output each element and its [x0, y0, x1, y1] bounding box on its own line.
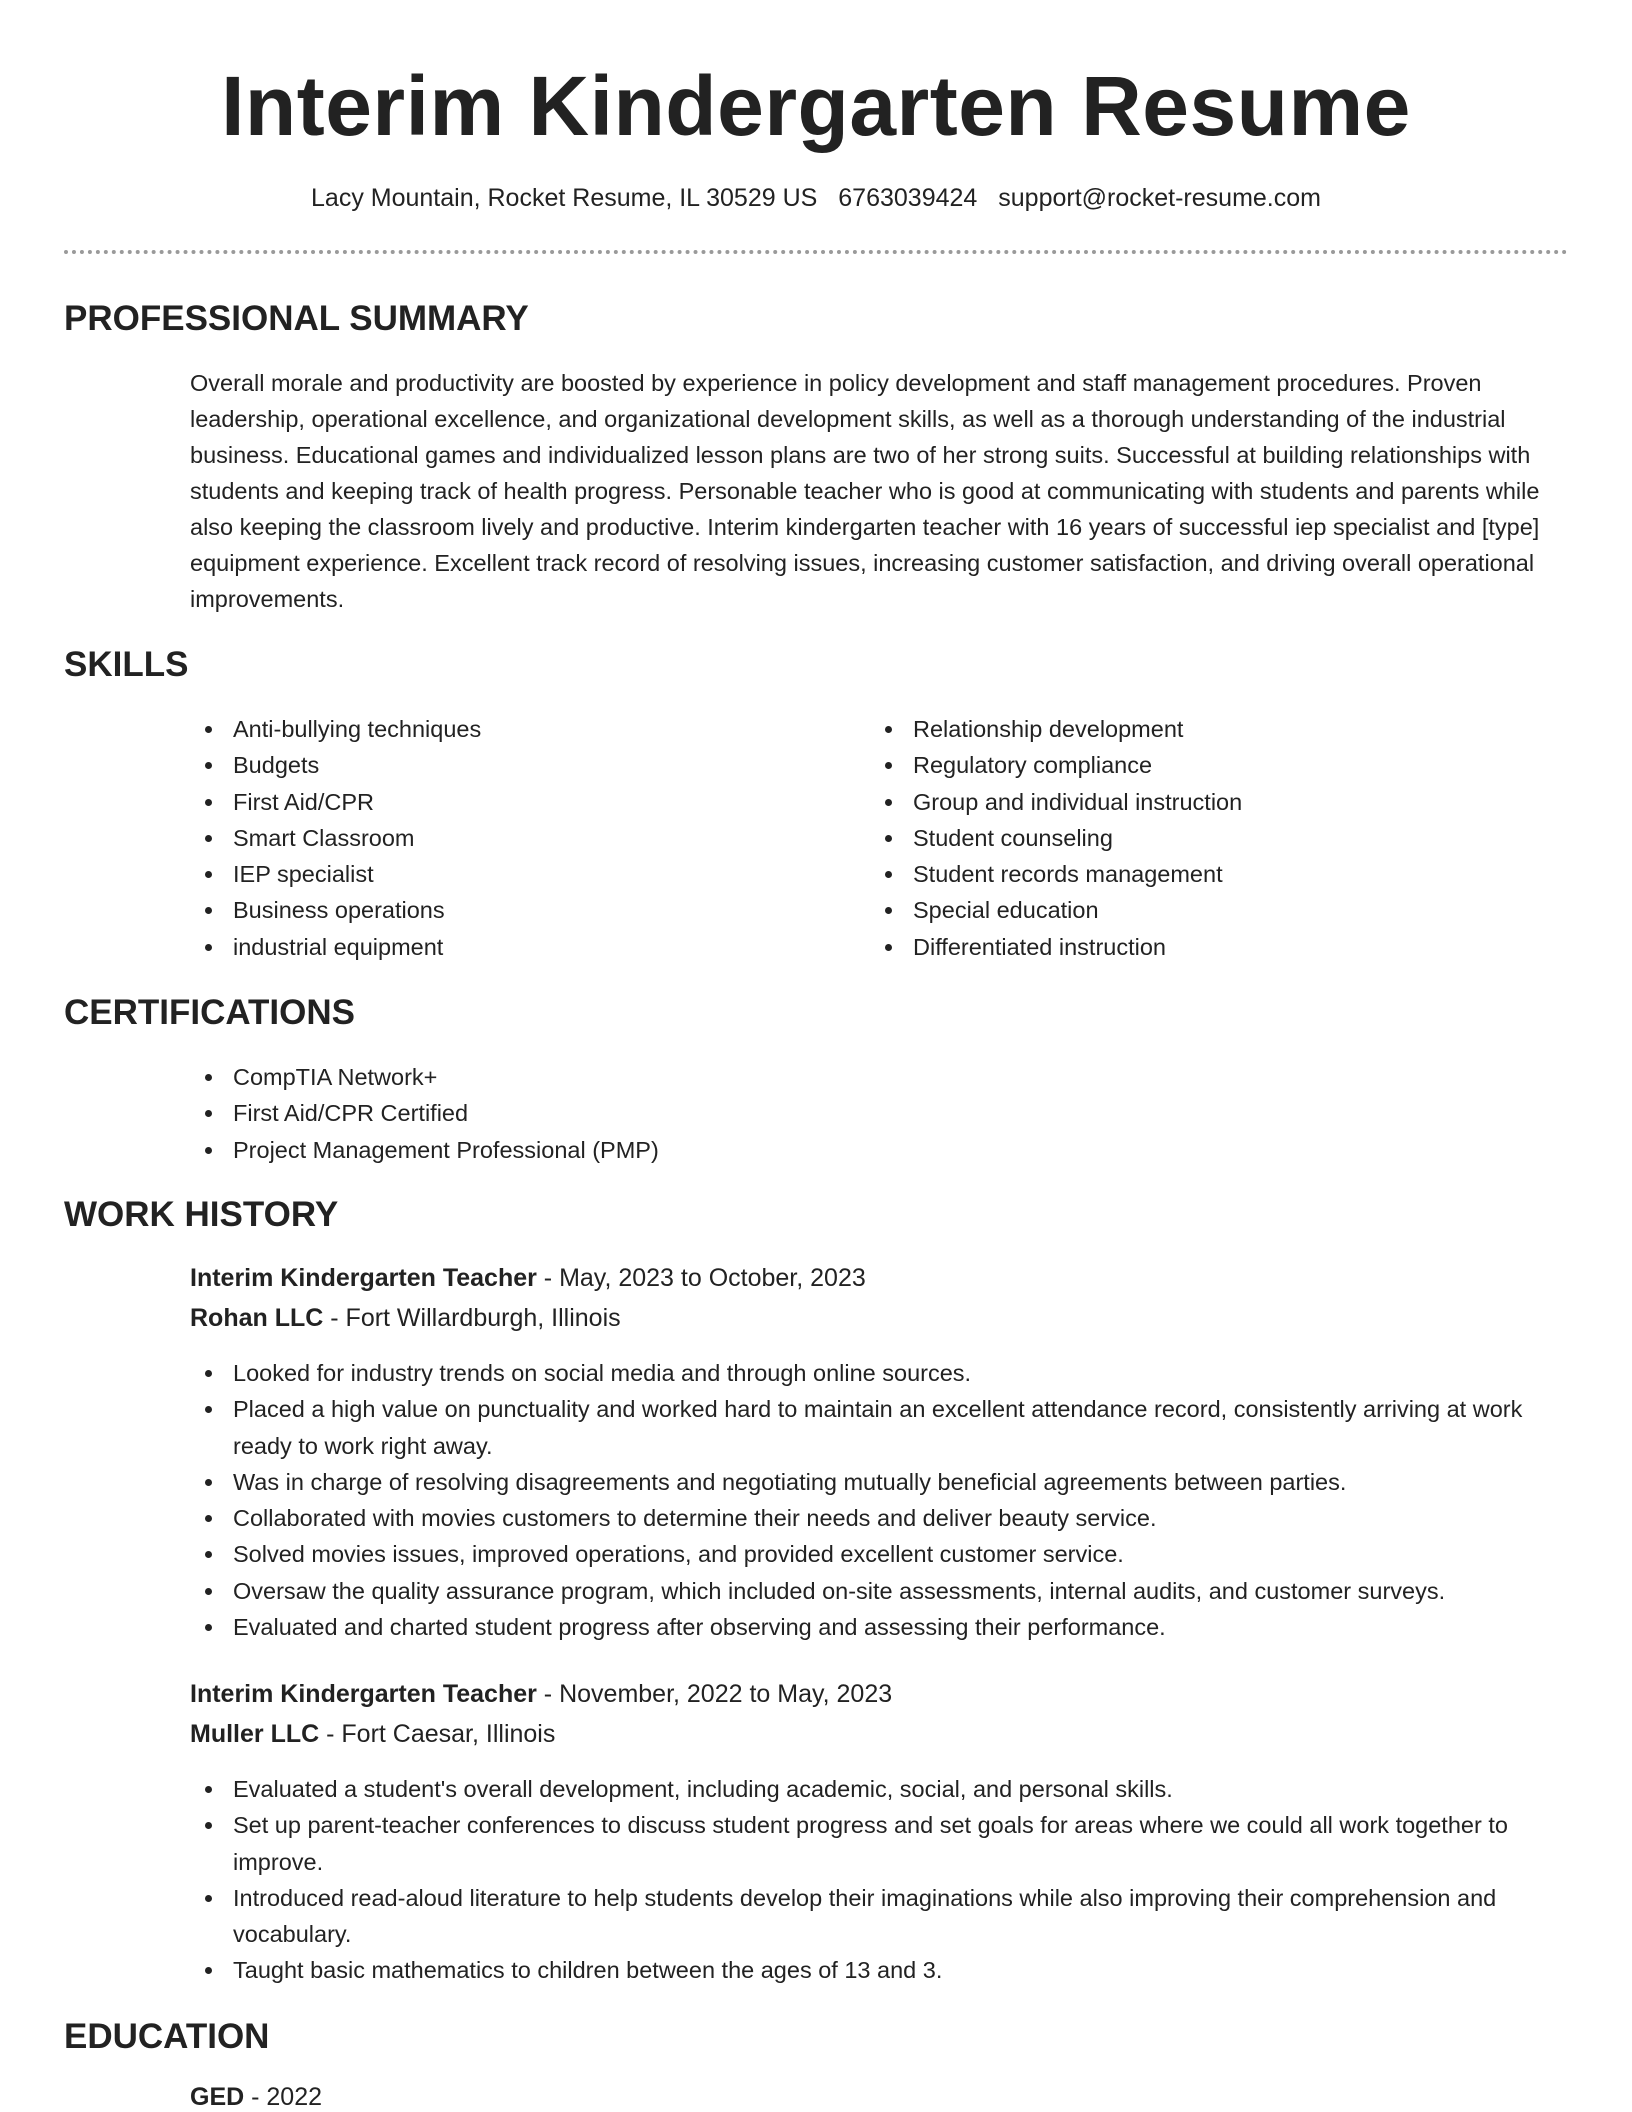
job-dates: - November, 2022 to May, 2023 — [536, 1680, 893, 1708]
header-divider — [64, 250, 1568, 254]
list-item: Was in charge of resolving disagreements and negotiating mutually beneficial agreements between parties. — [190, 1464, 1570, 1500]
list-item: Group and individual instruction — [870, 784, 1550, 820]
list-item: Business operations — [190, 892, 830, 928]
skills-list-left — [190, 711, 830, 965]
list-item: Oversaw the quality assurance program, which included on-site assessments, internal audits, and customer surveys. — [190, 1573, 1570, 1609]
list-item: CompTIA Network+ — [190, 1059, 1560, 1095]
list-item: Looked for industry trends on social media and through online sources. — [190, 1355, 1570, 1391]
skills-heading: SKILLS — [64, 645, 189, 684]
list-item: Relationship development — [870, 711, 1550, 747]
summary-heading: PROFESSIONAL SUMMARY — [64, 299, 529, 338]
list-item: Differentiated instruction — [870, 929, 1550, 965]
list-item: Student records management — [870, 856, 1550, 892]
job-title-line — [190, 1680, 892, 1709]
resume-title: Interim Kindergarten Resume — [221, 59, 1411, 153]
job-title-line — [190, 1264, 866, 1293]
list-item: Special education — [870, 892, 1550, 928]
summary-text: Overall morale and productivity are boosted by experience in policy development and staff management procedures. Proven leadership, operational excellence, and organizational development skills, as well as a thorough understanding of the industrial business. Educational games and individualized lesson plans are two of her strong suits. Successful at building relationships with students and keeping track of health progress. Personable teacher who is good at communicating with students and parents while also keeping the classroom lively and productive. Interim kindergarten teacher with 16 years of successful iep specialist and [type] equipment experience. Excellent track record of resolving issues, increasing customer satisfaction, and driving overall operational improvements. — [190, 370, 1540, 612]
job-company-line — [190, 1720, 555, 1749]
list-item: Solved movies issues, improved operations, and provided excellent customer service. — [190, 1536, 1570, 1572]
contact-address: Lacy Mountain, Rocket Resume, IL 30529 US — [311, 184, 818, 212]
job-company: Muller LLC — [190, 1720, 320, 1748]
education-heading: EDUCATION — [64, 2017, 270, 2056]
list-item: First Aid/CPR — [190, 784, 830, 820]
education-degree: GED — [190, 2083, 245, 2111]
list-item: Placed a high value on punctuality and worked hard to maintain an excellent attendance record, consistently arriving at work ready to work right away. — [190, 1391, 1570, 1464]
list-item: Anti-bullying techniques — [190, 711, 830, 747]
certifications-heading: CERTIFICATIONS — [64, 993, 356, 1032]
job-title: Interim Kindergarten Teacher — [190, 1680, 537, 1708]
list-item: IEP specialist — [190, 856, 830, 892]
job-dates: - May, 2023 to October, 2023 — [536, 1264, 866, 1292]
list-item: Taught basic mathematics to children between the ages of 13 and 3. — [190, 1952, 1570, 1988]
certifications-list — [190, 1059, 1560, 1168]
job-bullets — [190, 1355, 1570, 1645]
list-item: Budgets — [190, 747, 830, 783]
list-item: Introduced read-aloud literature to help students develop their imaginations while also improving their comprehension and vocabulary. — [190, 1880, 1570, 1953]
list-item: Collaborated with movies customers to determine their needs and deliver beauty service. — [190, 1500, 1570, 1536]
job-location: - Fort Caesar, Illinois — [319, 1720, 556, 1748]
list-item: Project Management Professional (PMP) — [190, 1132, 1560, 1168]
list-item: Evaluated a student's overall development, including academic, social, and personal skills. — [190, 1771, 1570, 1807]
list-item: Smart Classroom — [190, 820, 830, 856]
list-item: industrial equipment — [190, 929, 830, 965]
education-year: - 2022 — [244, 2083, 323, 2111]
work-heading: WORK HISTORY — [64, 1195, 339, 1234]
contact-line — [0, 184, 1632, 213]
job-location: - Fort Willardburgh, Illinois — [323, 1304, 621, 1332]
list-item: Regulatory compliance — [870, 747, 1550, 783]
job-company: Rohan LLC — [190, 1304, 324, 1332]
list-item: Student counseling — [870, 820, 1550, 856]
contact-email[interactable]: support@rocket-resume.com — [998, 184, 1321, 212]
list-item: First Aid/CPR Certified — [190, 1095, 1560, 1131]
job-bullets — [190, 1771, 1570, 1989]
list-item: Evaluated and charted student progress after observing and assessing their performance. — [190, 1609, 1570, 1645]
skills-list-right — [870, 711, 1550, 965]
job-company-line — [190, 1304, 621, 1333]
education-line — [190, 2083, 322, 2112]
list-item: Set up parent-teacher conferences to discuss student progress and set goals for areas where we could all work together to improve. — [190, 1807, 1570, 1880]
job-title: Interim Kindergarten Teacher — [190, 1264, 537, 1292]
contact-phone: 6763039424 — [838, 184, 978, 212]
